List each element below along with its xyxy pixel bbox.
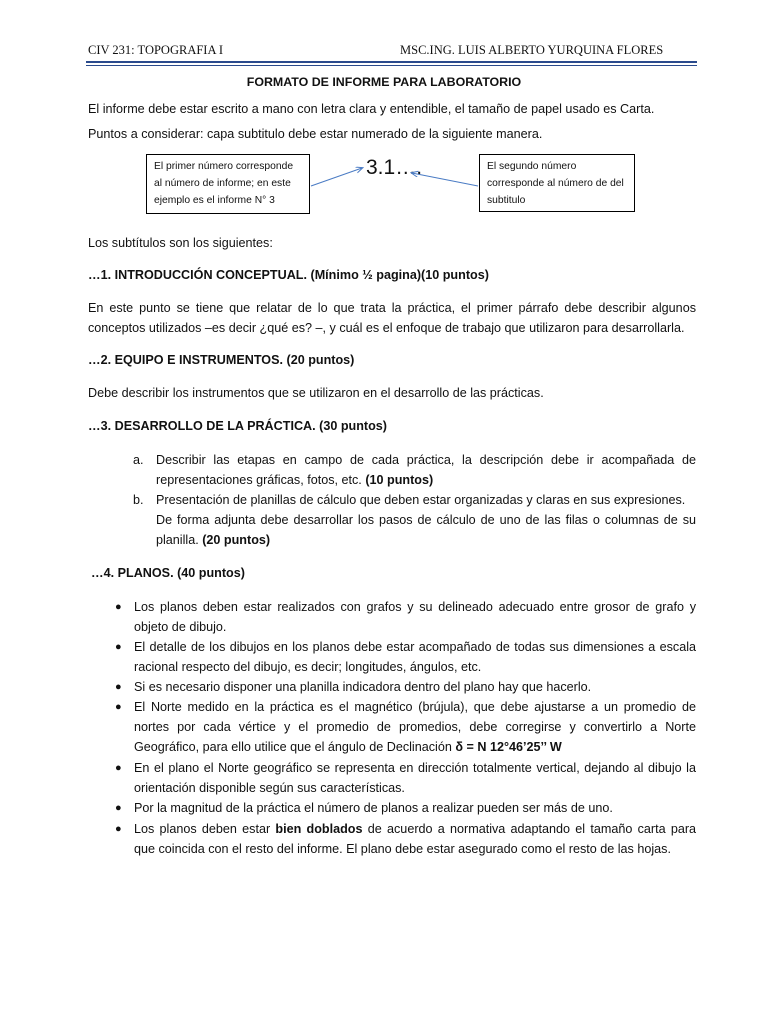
item-b-text: Presentación de planillas de cálculo que deben estar organizadas y claras en sus expresiones. <box>156 493 686 507</box>
item-a-text: Describir las etapas en campo de cada práctica, la descripción debe ir acompañada de representaciones gráficas, fotos, etc. <box>156 453 696 487</box>
item-a-points: (10 puntos) <box>365 473 434 487</box>
bullet-2-icon: ● <box>115 641 122 653</box>
item-b-marker: b. <box>133 493 144 507</box>
section-2-heading: …2. EQUIPO E INSTRUMENTOS. (20 puntos) <box>88 353 355 367</box>
numbering-arrows <box>300 160 490 200</box>
first-number-note-box: El primer número corresponde al número de informe; en este ejemplo es el informe N° 3 <box>146 154 310 214</box>
bullet-7-pre: Los planos deben estar <box>134 822 271 836</box>
bullet-6-text: Por la magnitud de la práctica el número de planos a realizar pueden ser más de uno. <box>134 801 613 815</box>
section-4-heading: …4. PLANOS. (40 puntos) <box>91 566 245 580</box>
bullet-4-icon: ● <box>115 701 122 713</box>
numbering-example: 3.1…. <box>366 156 423 179</box>
item-a <box>156 450 696 490</box>
subtitles-intro: Los subtítulos son los siguientes: <box>88 236 273 250</box>
section-1-body: En este punto se tiene que relatar de lo que trata la práctica, el primer párrafo debe describir algunos conceptos utilizados –es decir ¿qué es? –, y cuál es el enfoque de trabajo que utilizaron para desarrollarla. <box>88 301 696 335</box>
bullet-3-text: Si es necesario disponer una planilla indicadora dentro del plano hay que hacerlo. <box>134 680 592 694</box>
bullet-7 <box>134 819 696 859</box>
bullet-1-text: Los planos deben estar realizados con grafos y su delineado adecuado entre grosor de grafo y objeto de dibujo. <box>134 600 696 634</box>
page-title: FORMATO DE INFORME PARA LABORATORIO <box>246 75 522 89</box>
section-2-body: Debe describir los instrumentos que se utilizaron en el desarrollo de las prácticas. <box>88 386 544 400</box>
item-b-continuation <box>156 510 696 550</box>
arrow-to-second-number <box>412 173 478 186</box>
bullet-5-icon: ● <box>115 762 122 774</box>
bullet-2-text: El detalle de los dibujos en los planos debe estar acompañado de todas sus dimensiones a escala racional respecto del dibujo, es decir; longitudes, ángulos, etc. <box>134 640 696 674</box>
intro-paragraph-2: Puntos a considerar: capa subtitulo debe estar numerado de la siguiente manera. <box>88 127 543 141</box>
intro-paragraph-1: El informe debe estar escrito a mano con letra clara y entendible, el tamaño de papel usado es Carta. <box>88 102 655 116</box>
bullet-1-icon: ● <box>115 601 122 613</box>
arrow-to-first-number <box>311 168 362 186</box>
bullet-4-text: El Norte medido en la práctica es el magnético (brújula), que debe ajustarse a un promedio de nortes por cada vértice y el promedio de promedios, debe corregirse y convertirlo a Norte Geográfico, para ello utilice que el ángulo de Declinación <box>134 700 696 754</box>
second-number-note-box: El segundo número corresponde al número de del subtitulo <box>479 154 635 212</box>
bullet-3-icon: ● <box>115 681 122 693</box>
header-course: CIV 231: TOPOGRAFIA I <box>88 43 224 57</box>
section-1-heading: …1. INTRODUCCIÓN CONCEPTUAL. (Mínimo ½ pagina)(10 puntos) <box>88 268 489 282</box>
bullet-4 <box>134 697 696 757</box>
bullet-5-text: En el plano el Norte geográfico se representa en dirección totalmente vertical, dejando al dibujo la orientación disponible según sus características. <box>134 761 696 795</box>
bullet-6-icon: ● <box>115 802 122 814</box>
header-author: MSC.ING. LUIS ALBERTO YURQUINA FLORES <box>400 43 664 57</box>
section-3-heading: …3. DESARROLLO DE LA PRÁCTICA. (30 puntos) <box>88 419 387 433</box>
item-a-marker: a. <box>133 453 144 467</box>
bullet-7-icon: ● <box>115 823 122 835</box>
bullet-7-post: de acuerdo a normativa adaptando el tamaño carta para que coincida con el resto del informe. El plano debe estar asegurado como el resto de las hojas. <box>134 822 697 856</box>
header-rule-thin <box>86 65 697 66</box>
header-rule-thick <box>86 61 697 63</box>
declination-value: δ = N 12°46’25’’ W <box>455 740 562 754</box>
item-b-points: (20 puntos) <box>202 533 271 547</box>
bullet-7-bold: bien doblados <box>275 822 363 836</box>
item-b-cont-text: De forma adjunta debe desarrollar los pasos de cálculo de uno de las filas o columnas de su planilla. <box>156 513 696 547</box>
